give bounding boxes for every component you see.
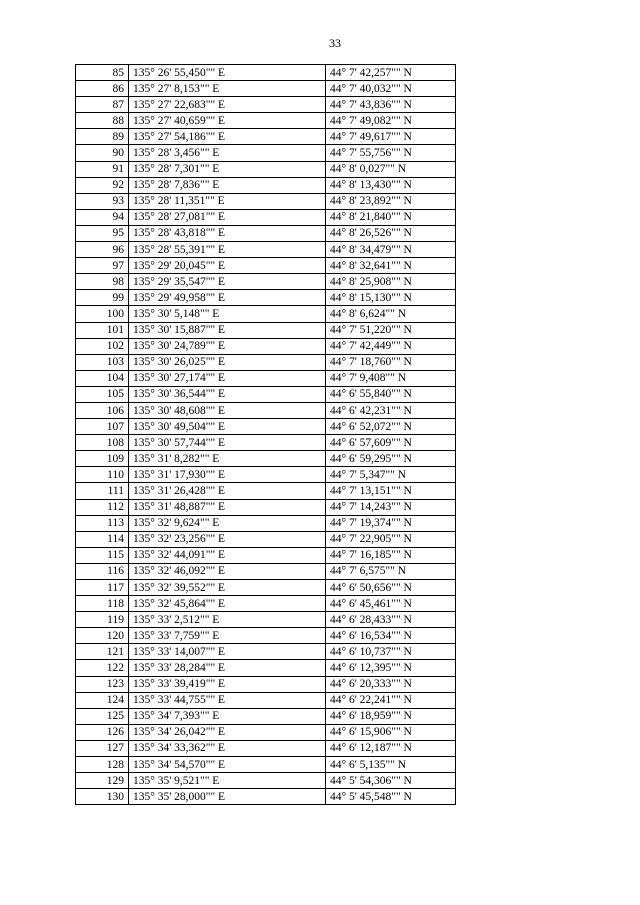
point-number-cell: 121 <box>76 644 129 660</box>
longitude-cell: 135° 33' 44,755"" E <box>129 692 326 708</box>
latitude-cell: 44° 7' 43,836"" N <box>326 97 456 113</box>
table-row <box>76 563 456 579</box>
point-number-cell: 129 <box>76 773 129 789</box>
longitude-cell: 135° 30' 27,174"" E <box>129 370 326 386</box>
point-number-cell: 96 <box>76 242 129 258</box>
latitude-cell: 44° 6' 57,609"" N <box>326 435 456 451</box>
latitude-cell: 44° 7' 49,082"" N <box>326 113 456 129</box>
longitude-cell: 135° 28' 7,301"" E <box>129 161 326 177</box>
point-number-cell: 95 <box>76 225 129 241</box>
point-number-cell: 120 <box>76 628 129 644</box>
point-number-cell: 116 <box>76 563 129 579</box>
table-row <box>76 338 456 354</box>
table-row <box>76 306 456 322</box>
point-number-cell: 102 <box>76 338 129 354</box>
longitude-cell: 135° 28' 7,836"" E <box>129 177 326 193</box>
point-number-cell: 99 <box>76 290 129 306</box>
latitude-cell: 44° 7' 6,575"" N <box>326 563 456 579</box>
latitude-cell: 44° 5' 45,548"" N <box>326 789 456 805</box>
longitude-cell: 135° 30' 49,504"" E <box>129 419 326 435</box>
latitude-cell: 44° 8' 25,908"" N <box>326 274 456 290</box>
point-number-cell: 128 <box>76 757 129 773</box>
longitude-cell: 135° 34' 7,393"" E <box>129 708 326 724</box>
table-row <box>76 193 456 209</box>
longitude-cell: 135° 30' 57,744"" E <box>129 435 326 451</box>
latitude-cell: 44° 6' 16,534"" N <box>326 628 456 644</box>
table-row <box>76 435 456 451</box>
point-number-cell: 111 <box>76 483 129 499</box>
longitude-cell: 135° 32' 9,624"" E <box>129 515 326 531</box>
table-row <box>76 65 456 81</box>
table-row <box>76 161 456 177</box>
latitude-cell: 44° 7' 22,905"" N <box>326 531 456 547</box>
longitude-cell: 135° 32' 45,864"" E <box>129 596 326 612</box>
longitude-cell: 135° 28' 11,351"" E <box>129 193 326 209</box>
table-row <box>76 225 456 241</box>
longitude-cell: 135° 32' 44,091"" E <box>129 547 326 563</box>
table-row <box>76 499 456 515</box>
longitude-cell: 135° 34' 33,362"" E <box>129 740 326 756</box>
latitude-cell: 44° 5' 54,306"" N <box>326 773 456 789</box>
point-number-cell: 119 <box>76 612 129 628</box>
latitude-cell: 44° 8' 32,641"" N <box>326 258 456 274</box>
table-row <box>76 451 456 467</box>
latitude-cell: 44° 7' 9,408"" N <box>326 370 456 386</box>
longitude-cell: 135° 32' 46,092"" E <box>129 563 326 579</box>
longitude-cell: 135° 29' 35,547"" E <box>129 274 326 290</box>
latitude-cell: 44° 7' 51,220"" N <box>326 322 456 338</box>
latitude-cell: 44° 6' 28,433"" N <box>326 612 456 628</box>
table-row <box>76 644 456 660</box>
point-number-cell: 125 <box>76 708 129 724</box>
latitude-cell: 44° 7' 13,151"" N <box>326 483 456 499</box>
latitude-cell: 44° 6' 55,840"" N <box>326 386 456 402</box>
latitude-cell: 44° 6' 22,241"" N <box>326 692 456 708</box>
longitude-cell: 135° 30' 15,887"" E <box>129 322 326 338</box>
point-number-cell: 90 <box>76 145 129 161</box>
longitude-cell: 135° 26' 55,450"" E <box>129 65 326 81</box>
latitude-cell: 44° 7' 55,756"" N <box>326 145 456 161</box>
latitude-cell: 44° 8' 23,892"" N <box>326 193 456 209</box>
latitude-cell: 44° 7' 42,257"" N <box>326 65 456 81</box>
point-number-cell: 108 <box>76 435 129 451</box>
point-number-cell: 115 <box>76 547 129 563</box>
latitude-cell: 44° 6' 50,656"" N <box>326 580 456 596</box>
latitude-cell: 44° 7' 18,760"" N <box>326 354 456 370</box>
table-row <box>76 209 456 225</box>
point-number-cell: 94 <box>76 209 129 225</box>
coordinates-table-body <box>76 65 456 805</box>
table-row <box>76 660 456 676</box>
latitude-cell: 44° 6' 59,295"" N <box>326 451 456 467</box>
point-number-cell: 107 <box>76 419 129 435</box>
table-row <box>76 515 456 531</box>
table-row <box>76 676 456 692</box>
point-number-cell: 97 <box>76 258 129 274</box>
point-number-cell: 106 <box>76 402 129 418</box>
point-number-cell: 127 <box>76 740 129 756</box>
table-row <box>76 290 456 306</box>
table-row <box>76 580 456 596</box>
longitude-cell: 135° 31' 48,887"" E <box>129 499 326 515</box>
table-row <box>76 322 456 338</box>
point-number-cell: 123 <box>76 676 129 692</box>
latitude-cell: 44° 6' 10,737"" N <box>326 644 456 660</box>
point-number-cell: 91 <box>76 161 129 177</box>
latitude-cell: 44° 7' 14,243"" N <box>326 499 456 515</box>
point-number-cell: 88 <box>76 113 129 129</box>
point-number-cell: 101 <box>76 322 129 338</box>
longitude-cell: 135° 29' 20,045"" E <box>129 258 326 274</box>
longitude-cell: 135° 27' 54,186"" E <box>129 129 326 145</box>
longitude-cell: 135° 33' 14,007"" E <box>129 644 326 660</box>
coordinates-table <box>75 64 456 805</box>
point-number-cell: 103 <box>76 354 129 370</box>
latitude-cell: 44° 7' 19,374"" N <box>326 515 456 531</box>
latitude-cell: 44° 7' 16,185"" N <box>326 547 456 563</box>
longitude-cell: 135° 31' 8,282"" E <box>129 451 326 467</box>
point-number-cell: 89 <box>76 129 129 145</box>
table-row <box>76 81 456 97</box>
point-number-cell: 85 <box>76 65 129 81</box>
latitude-cell: 44° 7' 49,617"" N <box>326 129 456 145</box>
point-number-cell: 117 <box>76 580 129 596</box>
longitude-cell: 135° 33' 7,759"" E <box>129 628 326 644</box>
table-row <box>76 274 456 290</box>
table-row <box>76 692 456 708</box>
longitude-cell: 135° 35' 28,000"" E <box>129 789 326 805</box>
point-number-cell: 124 <box>76 692 129 708</box>
longitude-cell: 135° 30' 5,148"" E <box>129 306 326 322</box>
longitude-cell: 135° 27' 8,153"" E <box>129 81 326 97</box>
longitude-cell: 135° 27' 40,659"" E <box>129 113 326 129</box>
point-number-cell: 100 <box>76 306 129 322</box>
latitude-cell: 44° 6' 45,461"" N <box>326 596 456 612</box>
point-number-cell: 118 <box>76 596 129 612</box>
point-number-cell: 113 <box>76 515 129 531</box>
point-number-cell: 112 <box>76 499 129 515</box>
point-number-cell: 122 <box>76 660 129 676</box>
point-number-cell: 109 <box>76 451 129 467</box>
longitude-cell: 135° 32' 39,552"" E <box>129 580 326 596</box>
latitude-cell: 44° 6' 52,072"" N <box>326 419 456 435</box>
longitude-cell: 135° 35' 9,521"" E <box>129 773 326 789</box>
table-row <box>76 724 456 740</box>
table-row <box>76 386 456 402</box>
table-row <box>76 354 456 370</box>
point-number-cell: 114 <box>76 531 129 547</box>
point-number-cell: 87 <box>76 97 129 113</box>
table-row <box>76 242 456 258</box>
longitude-cell: 135° 33' 28,284"" E <box>129 660 326 676</box>
latitude-cell: 44° 8' 21,840"" N <box>326 209 456 225</box>
latitude-cell: 44° 6' 18,959"" N <box>326 708 456 724</box>
latitude-cell: 44° 6' 20,333"" N <box>326 676 456 692</box>
point-number-cell: 92 <box>76 177 129 193</box>
table-row <box>76 596 456 612</box>
latitude-cell: 44° 6' 5,135"" N <box>326 757 456 773</box>
point-number-cell: 86 <box>76 81 129 97</box>
point-number-cell: 110 <box>76 467 129 483</box>
table-row <box>76 612 456 628</box>
table-row <box>76 129 456 145</box>
longitude-cell: 135° 30' 26,025"" E <box>129 354 326 370</box>
latitude-cell: 44° 7' 42,449"" N <box>326 338 456 354</box>
longitude-cell: 135° 33' 39,419"" E <box>129 676 326 692</box>
longitude-cell: 135° 32' 23,256"" E <box>129 531 326 547</box>
point-number-cell: 93 <box>76 193 129 209</box>
longitude-cell: 135° 34' 54,570"" E <box>129 757 326 773</box>
table-row <box>76 258 456 274</box>
longitude-cell: 135° 30' 24,789"" E <box>129 338 326 354</box>
longitude-cell: 135° 31' 17,930"" E <box>129 467 326 483</box>
table-row <box>76 757 456 773</box>
longitude-cell: 135° 28' 43,818"" E <box>129 225 326 241</box>
point-number-cell: 130 <box>76 789 129 805</box>
longitude-cell: 135° 28' 27,081"" E <box>129 209 326 225</box>
longitude-cell: 135° 28' 3,456"" E <box>129 145 326 161</box>
latitude-cell: 44° 8' 6,624"" N <box>326 306 456 322</box>
latitude-cell: 44° 6' 15,906"" N <box>326 724 456 740</box>
point-number-cell: 126 <box>76 724 129 740</box>
longitude-cell: 135° 29' 49,958"" E <box>129 290 326 306</box>
longitude-cell: 135° 33' 2,512"" E <box>129 612 326 628</box>
table-row <box>76 483 456 499</box>
table-row <box>76 402 456 418</box>
point-number-cell: 105 <box>76 386 129 402</box>
latitude-cell: 44° 6' 42,231"" N <box>326 402 456 418</box>
longitude-cell: 135° 28' 55,391"" E <box>129 242 326 258</box>
point-number-cell: 104 <box>76 370 129 386</box>
point-number-cell: 98 <box>76 274 129 290</box>
longitude-cell: 135° 27' 22,683"" E <box>129 97 326 113</box>
latitude-cell: 44° 8' 15,130"" N <box>326 290 456 306</box>
table-row <box>76 97 456 113</box>
table-row <box>76 708 456 724</box>
table-row <box>76 740 456 756</box>
table-row <box>76 789 456 805</box>
longitude-cell: 135° 31' 26,428"" E <box>129 483 326 499</box>
table-row <box>76 177 456 193</box>
latitude-cell: 44° 7' 5,347"" N <box>326 467 456 483</box>
table-row <box>76 467 456 483</box>
latitude-cell: 44° 8' 26,526"" N <box>326 225 456 241</box>
latitude-cell: 44° 6' 12,187"" N <box>326 740 456 756</box>
longitude-cell: 135° 34' 26,042"" E <box>129 724 326 740</box>
table-row <box>76 531 456 547</box>
page-number: 33 <box>329 36 341 50</box>
table-row <box>76 370 456 386</box>
longitude-cell: 135° 30' 48,608"" E <box>129 402 326 418</box>
table-row <box>76 145 456 161</box>
table-row <box>76 547 456 563</box>
longitude-cell: 135° 30' 36,544"" E <box>129 386 326 402</box>
latitude-cell: 44° 7' 40,032"" N <box>326 81 456 97</box>
table-row <box>76 773 456 789</box>
latitude-cell: 44° 8' 0,027"" N <box>326 161 456 177</box>
table-row <box>76 113 456 129</box>
table-row <box>76 419 456 435</box>
table-row <box>76 628 456 644</box>
latitude-cell: 44° 8' 13,430"" N <box>326 177 456 193</box>
latitude-cell: 44° 6' 12,395"" N <box>326 660 456 676</box>
latitude-cell: 44° 8' 34,479"" N <box>326 242 456 258</box>
